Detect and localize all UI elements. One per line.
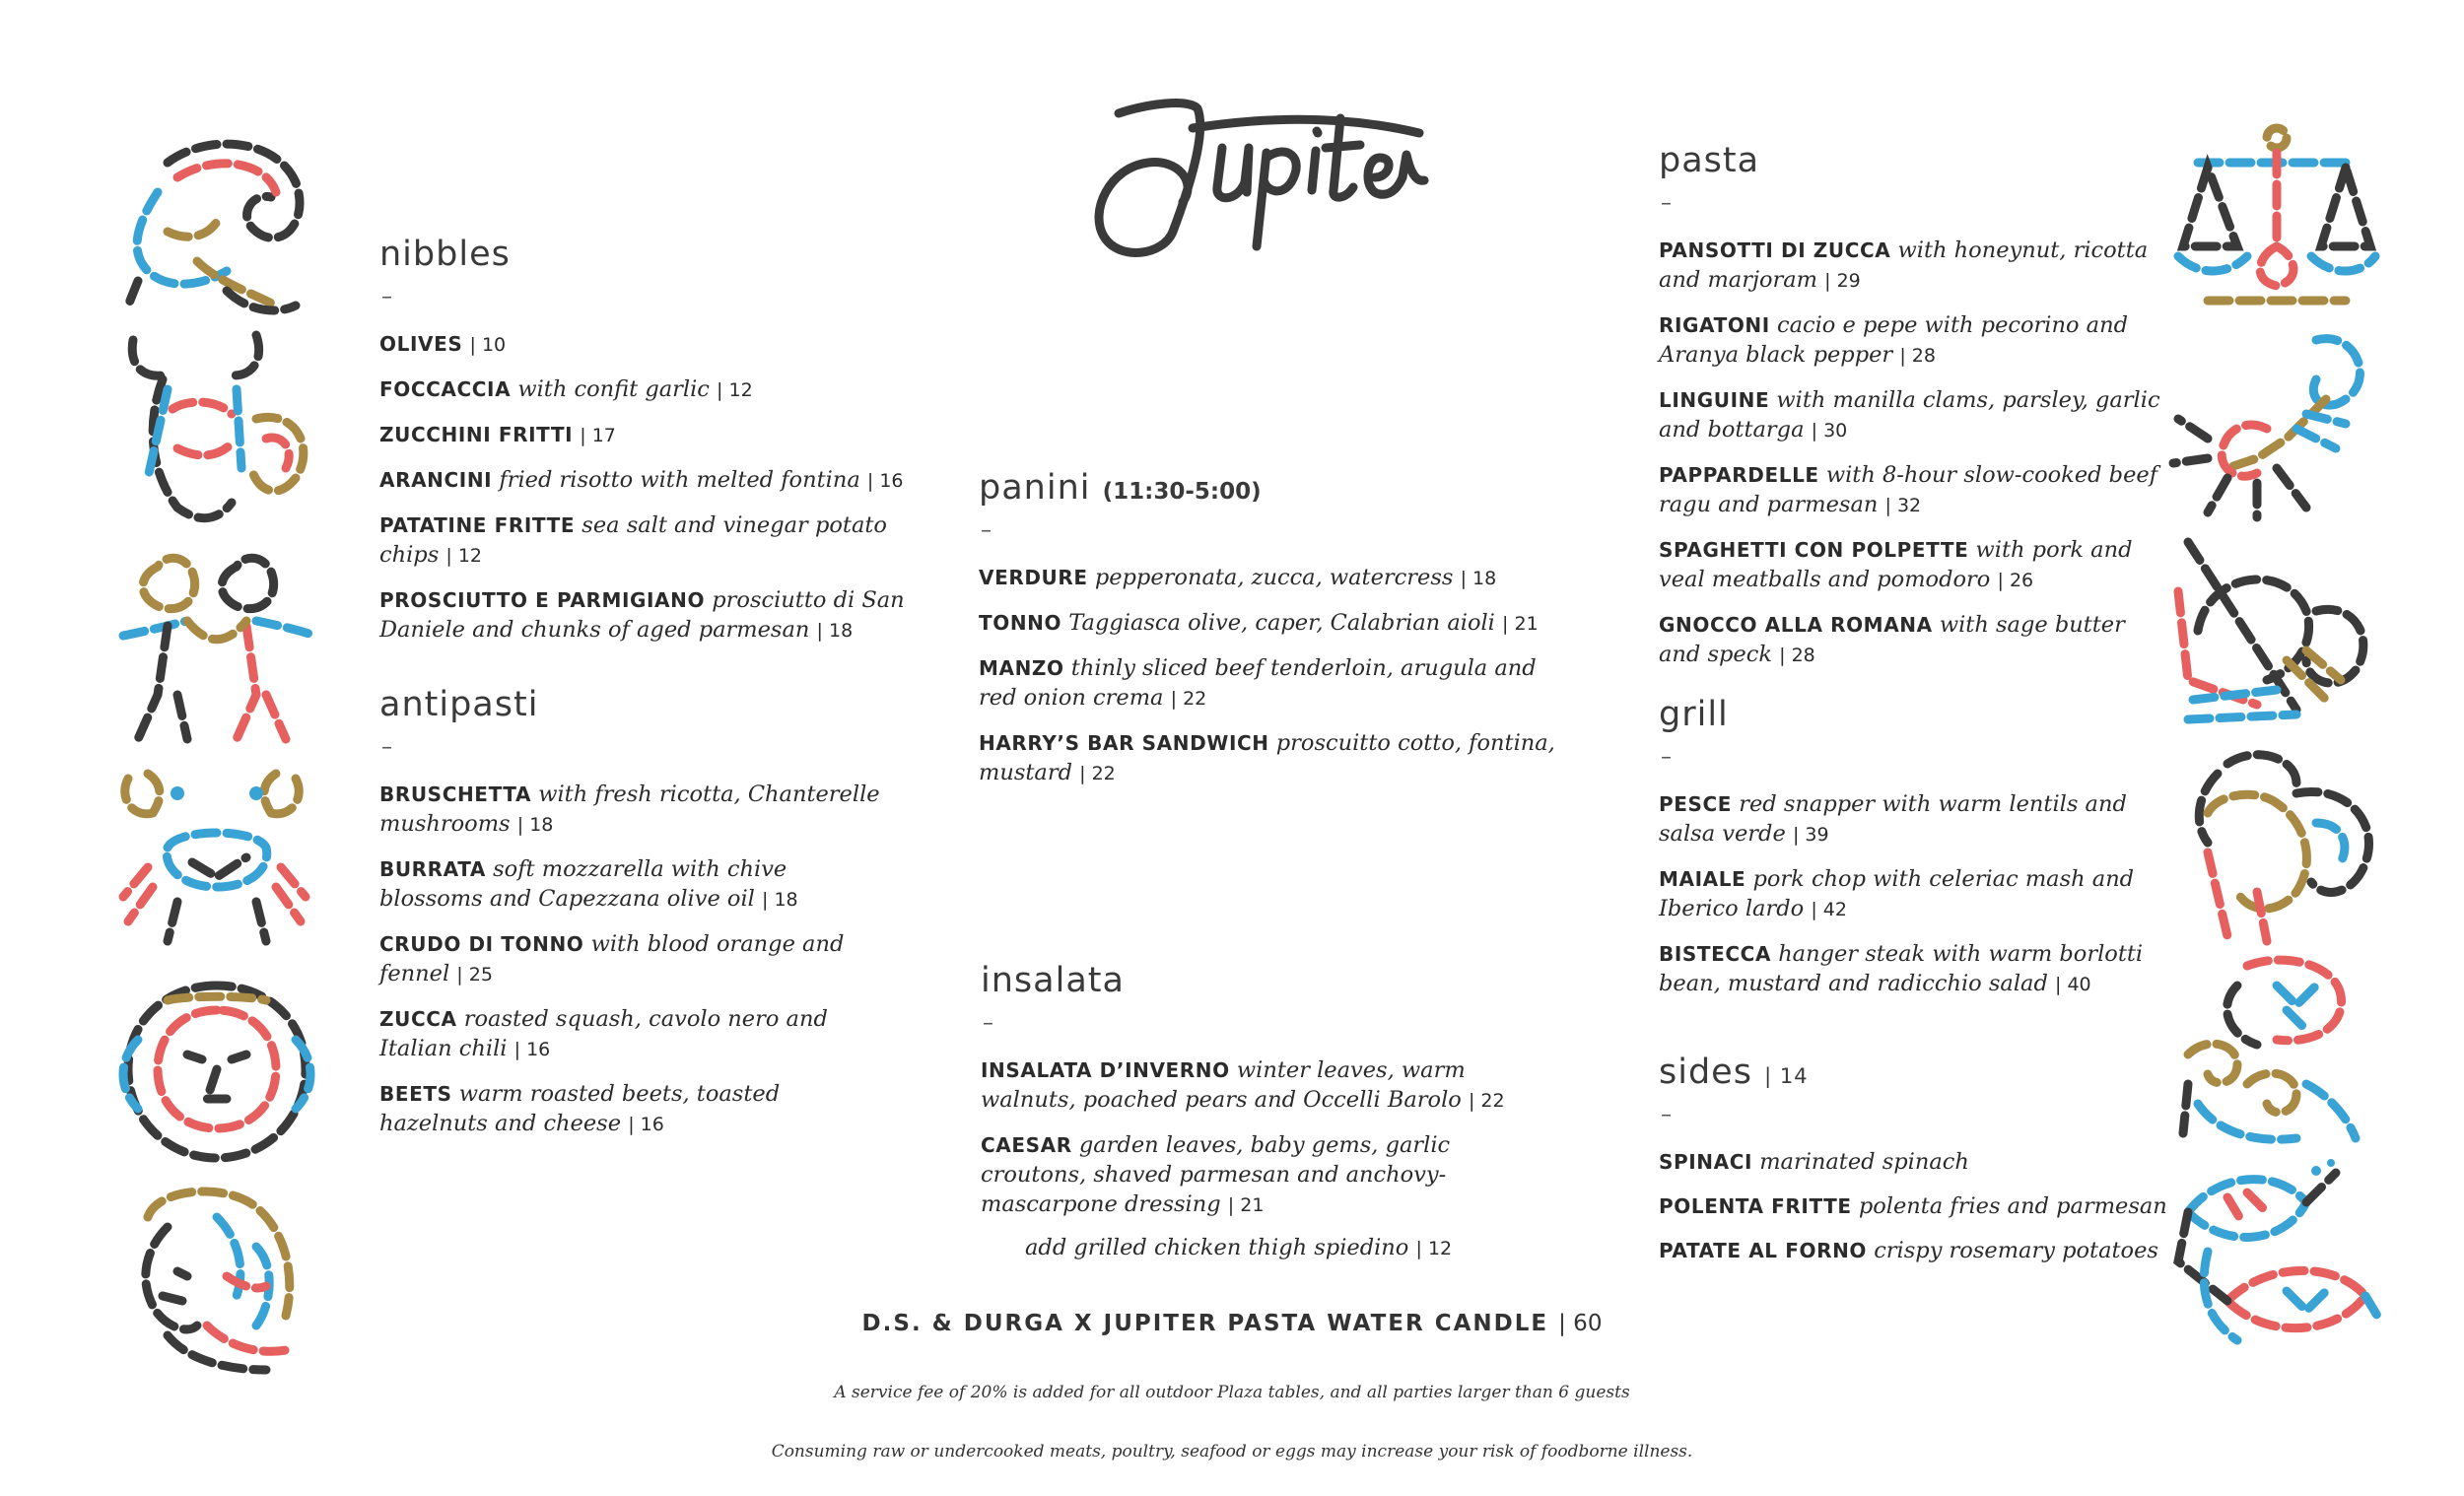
section-price: | 14 xyxy=(1764,1064,1809,1088)
grill-section xyxy=(1659,695,2171,1014)
scorpio-icon xyxy=(2168,320,2385,527)
menu-item xyxy=(1659,535,2171,595)
capricorn-icon xyxy=(2168,744,2385,951)
menu-item xyxy=(979,653,1560,714)
section-hours: (11:30-5:00) xyxy=(1102,479,1262,505)
item-desc: with manilla clams, parsley, garlic and bottarga xyxy=(1659,387,2160,442)
item-name: POLENTA FRITTE xyxy=(1659,1194,1852,1218)
section-title: antipasti xyxy=(379,685,539,724)
item-desc: thinly sliced beef tenderloin, arugula and red onion crema xyxy=(979,655,1537,711)
divider: – xyxy=(381,735,392,760)
item-desc: warm roasted beets, toasted hazelnuts and cheese xyxy=(379,1081,781,1136)
item-price: | 21 xyxy=(1227,1194,1265,1216)
menu-item xyxy=(1659,1191,2191,1221)
menu-item xyxy=(979,563,1560,593)
item-desc: with pork and veal meatballs and pomodoro xyxy=(1659,537,2133,592)
item-desc: sea salt and vinegar potato chips xyxy=(379,512,887,568)
item-desc: red snapper with warm lentils and salsa verde xyxy=(1659,791,2127,847)
item-desc: pepperonata, zucca, watercress xyxy=(1094,565,1454,590)
item-desc: cacio e pepe with pecorino and Aranya black pepper xyxy=(1659,312,2128,368)
section-title xyxy=(979,468,1560,508)
item-name: SPINACI xyxy=(1659,1150,1753,1174)
item-desc: proscuitto cotto, fontina, mustard xyxy=(979,730,1555,785)
pasta-section xyxy=(1659,141,2171,685)
menu-item xyxy=(981,1055,1538,1116)
menu-item xyxy=(1659,1147,2191,1177)
divider: – xyxy=(1661,745,1672,770)
item-name: CRUDO DI TONNO xyxy=(379,932,584,956)
item-price: | 40 xyxy=(2055,974,2091,995)
menu-item xyxy=(379,1004,892,1064)
item-desc: winter leaves, warm walnuts, poached pears and Occelli Barolo xyxy=(981,1057,1466,1113)
taurus-icon xyxy=(108,320,325,527)
item-name: OLIVES xyxy=(379,332,463,356)
sides-section xyxy=(1659,1053,2191,1280)
item-desc: Taggiasca olive, caper, Calabrian aioli xyxy=(1068,610,1495,636)
item-name: GNOCCO ALLA ROMANA xyxy=(1659,613,1933,637)
gemini-icon xyxy=(108,537,325,744)
item-name: SPAGHETTI CON POLPETTE xyxy=(1659,538,1969,562)
item-name: FOCCACCIA xyxy=(379,377,512,401)
item-price: | 16 xyxy=(513,1039,551,1060)
menu-item xyxy=(1659,610,2171,670)
item-price: | 28 xyxy=(1779,645,1815,666)
section-title: insalata xyxy=(981,961,1125,1000)
item-price: | 22 xyxy=(1170,688,1207,710)
item-price: | 29 xyxy=(1824,270,1861,292)
item-name: PAPPARDELLE xyxy=(1659,463,1819,487)
item-name: MAIALE xyxy=(1659,867,1746,891)
item-desc: soft mozzarella with chive blossoms and Capezzana olive oil xyxy=(379,856,787,912)
candle-text: D.S. & DURGA X JUPITER PASTA WATER CANDLE xyxy=(861,1311,1549,1336)
menu-item xyxy=(1659,789,2171,850)
divider: – xyxy=(1661,1103,1672,1127)
item-desc: hanger steak with warm borlotti bean, mustard and radicchio salad xyxy=(1659,941,2144,996)
menu-item xyxy=(379,510,912,571)
item-price: | 26 xyxy=(1997,570,2034,591)
item-name: ZUCCA xyxy=(379,1007,457,1031)
menu-item xyxy=(379,780,892,840)
menu-item xyxy=(1659,385,2171,445)
divider: – xyxy=(1661,191,1672,216)
item-name: TONNO xyxy=(979,611,1062,635)
item-price: | 22 xyxy=(1079,763,1116,784)
item-desc: crispy rosemary potatoes xyxy=(1874,1238,2158,1263)
item-price: | 42 xyxy=(1811,899,1847,920)
item-price: | 18 xyxy=(762,889,798,911)
item-name: BURRATA xyxy=(379,857,486,881)
item-price: | 12 xyxy=(717,379,753,401)
item-name: LINGUINE xyxy=(1659,388,1770,412)
item-price: | 16 xyxy=(628,1114,664,1135)
item-desc: garden leaves, baby gems, garlic croutons, shaved parmesan and anchovy-mascarpone dressing xyxy=(981,1132,1451,1217)
item-desc: with blood orange and fennel xyxy=(379,931,845,986)
item-price: | 16 xyxy=(866,470,904,492)
item-price: | 21 xyxy=(1502,613,1539,635)
panini-section xyxy=(979,468,1560,803)
menu-item xyxy=(1659,460,2171,520)
item-name: HARRY’S BAR SANDWICH xyxy=(979,731,1269,755)
section-title: nibbles xyxy=(379,235,511,274)
item-name: CAESAR xyxy=(981,1133,1072,1157)
item-name: PATATINE FRITTE xyxy=(379,513,576,537)
item-price: | 10 xyxy=(469,334,507,356)
item-desc: with 8-hour slow-cooked beef ragu and parmesan xyxy=(1659,462,2158,517)
item-desc: with confit garlic xyxy=(517,376,710,402)
item-desc: pork chop with celeriac mash and Iberico lardo xyxy=(1659,866,2135,921)
item-name: RIGATONI xyxy=(1659,313,1770,337)
menu-item xyxy=(981,1130,1538,1220)
item-name: MANZO xyxy=(979,656,1064,680)
item-price: | 18 xyxy=(516,814,554,836)
menu-item xyxy=(979,728,1560,788)
aries-icon xyxy=(108,123,325,330)
item-desc: roasted squash, cavolo nero and Italian chili xyxy=(379,1006,828,1061)
menu-item xyxy=(1659,939,2171,999)
virgo-icon xyxy=(108,1178,325,1385)
item-price: | 25 xyxy=(456,964,493,986)
addon-text: add grilled chicken thigh spiedino xyxy=(1025,1235,1409,1260)
nibbles-section xyxy=(379,235,912,660)
menu-item xyxy=(379,420,912,450)
candle-price: | 60 xyxy=(1558,1311,1603,1336)
item-name: BISTECCA xyxy=(1659,942,1772,966)
sagittarius-icon xyxy=(2168,532,2385,739)
menu-item xyxy=(379,1079,892,1139)
menu-item xyxy=(379,929,892,989)
leo-icon xyxy=(108,971,325,1178)
item-desc: marinated spinach xyxy=(1759,1149,1969,1175)
menu-item xyxy=(379,329,912,360)
item-name: ARANCINI xyxy=(379,468,493,492)
divider: – xyxy=(983,1011,993,1036)
libra-icon xyxy=(2168,118,2385,325)
item-price: | 30 xyxy=(1811,420,1848,442)
item-price: | 12 xyxy=(445,545,483,567)
menu-item xyxy=(379,465,912,496)
item-name: BEETS xyxy=(379,1082,452,1106)
addon-price: | 12 xyxy=(1415,1238,1453,1259)
divider: – xyxy=(381,285,392,309)
item-name: PANSOTTI DI ZUCCA xyxy=(1659,238,1891,262)
menu-addon xyxy=(981,1235,1538,1260)
item-desc: fried risotto with melted fontina xyxy=(499,467,860,493)
section-title-text: sides xyxy=(1659,1053,1752,1092)
menu-item xyxy=(1659,310,2171,371)
jupiter-logo xyxy=(1079,74,1434,271)
aquarius-icon xyxy=(2168,946,2385,1153)
item-desc: with honeynut, ricotta and marjoram xyxy=(1659,238,2149,293)
cancer-icon xyxy=(108,759,325,966)
menu-item xyxy=(1659,864,2171,924)
item-desc: with sage butter and speck xyxy=(1659,612,2125,667)
item-name: VERDURE xyxy=(979,566,1088,589)
section-title: pasta xyxy=(1659,141,1760,180)
item-price: | 17 xyxy=(580,425,616,446)
item-price: | 22 xyxy=(1468,1090,1505,1112)
item-price: | 32 xyxy=(1884,495,1922,516)
item-name: INSALATA D’INVERNO xyxy=(981,1058,1230,1082)
item-name: PATATE AL FORNO xyxy=(1659,1239,1868,1262)
raw-food-warning: Consuming raw or undercooked meats, poultry, seafood or eggs may increase your risk of foodborne illness. xyxy=(771,1442,1693,1462)
insalata-section xyxy=(981,961,1538,1260)
section-title xyxy=(1659,1053,2191,1092)
service-fee-note: A service fee of 20% is added for all outdoor Plaza tables, and all parties larger than 6 guests xyxy=(834,1383,1630,1402)
item-price: | 28 xyxy=(1899,345,1936,367)
item-name: PROSCIUTTO E PARMIGIANO xyxy=(379,588,706,612)
item-desc: with fresh ricotta, Chanterelle mushrooms xyxy=(379,782,880,837)
menu-item xyxy=(1659,1236,2191,1265)
item-desc: prosciutto di San Daniele and chunks of aged parmesan xyxy=(379,587,905,643)
menu-item xyxy=(379,585,912,646)
item-price: | 39 xyxy=(1792,824,1829,846)
item-price: | 18 xyxy=(816,620,854,642)
item-name: BRUSCHETTA xyxy=(379,782,532,806)
section-title-text: panini xyxy=(979,468,1091,508)
divider: – xyxy=(981,518,992,543)
menu-item xyxy=(379,854,892,915)
item-name: ZUCCHINI FRITTI xyxy=(379,423,574,446)
item-desc: polenta fries and parmesan xyxy=(1858,1193,2167,1219)
menu-item xyxy=(1659,236,2171,296)
item-price: | 18 xyxy=(1460,568,1497,589)
antipasti-section xyxy=(379,685,892,1154)
item-name: PESCE xyxy=(1659,792,1733,816)
section-title: grill xyxy=(1659,695,1729,734)
candle-promo xyxy=(0,1311,2464,1336)
menu-item xyxy=(979,608,1560,639)
menu-item xyxy=(379,374,912,405)
